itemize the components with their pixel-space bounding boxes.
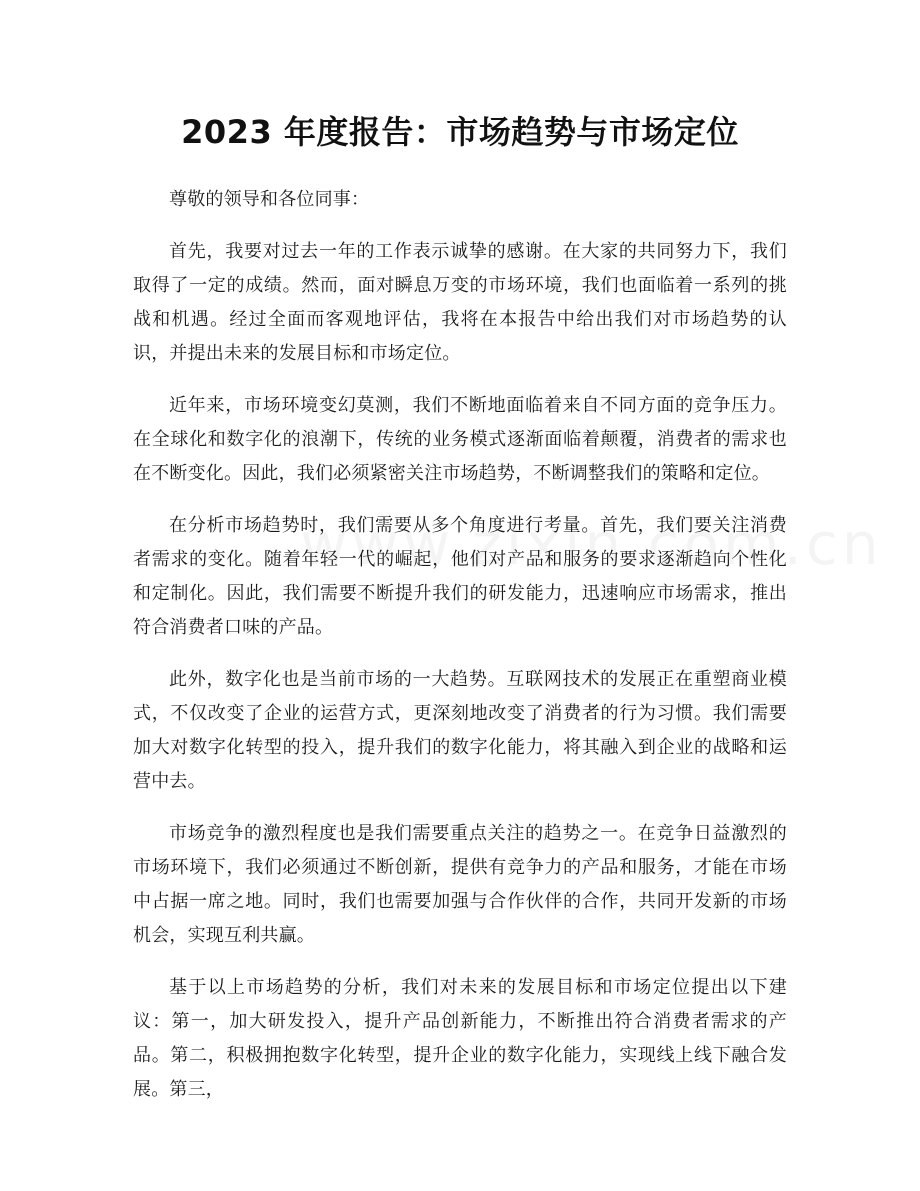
paragraph-1: 首先，我要对过去一年的工作表示诚挚的感谢。在大家的共同努力下，我们取得了一定的成绩。然而，面对瞬息万变的市场环境，我们也面临着一系列的挑战和机遇。经过全面而客观地评估，我将在本报告中给出我们对市场趋势的认识，并提出未来的发展目标和市场定位。 — [133, 241, 787, 364]
paragraph-2: 近年来，市场环境变幻莫测，我们不断地面临着来自不同方面的竞争压力。在全球化和数字化的浪潮下，传统的业务模式逐渐面临着颠覆，消费者的需求也在不断变化。因此，我们必须紧密关注市场趋势，不断调整我们的策略和定位。 — [133, 395, 787, 484]
paragraph-3: 在分析市场趋势时，我们需要从多个角度进行考量。首先，我们要关注消费者需求的变化。随着年轻一代的崛起，他们对产品和服务的要求逐渐趋向个性化和定制化。因此，我们需要不断提升我们的研发能力，迅速响应市场需求，推出符合消费者口味的产品。 — [133, 515, 787, 638]
paragraph-6: 基于以上市场趋势的分析，我们对未来的发展目标和市场定位提出以下建议：第一，加大研发投入，提升产品创新能力，不断推出符合消费者需求的产品。第二，积极拥抱数字化转型，提升企业的数字化能力，实现线上线下融合发展。第三， — [133, 977, 787, 1100]
paragraph-4: 此外，数字化也是当前市场的一大趋势。互联网技术的发展正在重塑商业模式，不仅改变了企业的运营方式，更深刻地改变了消费者的行为习惯。我们需要加大对数字化转型的投入，提升我们的数字化能力，将其融入到企业的战略和运营中去。 — [133, 669, 787, 792]
paragraph-5: 市场竞争的激烈程度也是我们需要重点关注的趋势之一。在竞争日益激烈的市场环境下，我们必须通过不断创新，提供有竞争力的产品和服务，才能在市场中占据一席之地。同时，我们也需要加强与合作伙伴的合作，共同开发新的市场机会，实现互利共赢。 — [133, 823, 787, 946]
document-body — [133, 183, 787, 1125]
document-title: 2023 年度报告：市场趋势与市场定位 — [181, 113, 739, 151]
salutation: 尊敬的领导和各位同事： — [169, 189, 370, 210]
